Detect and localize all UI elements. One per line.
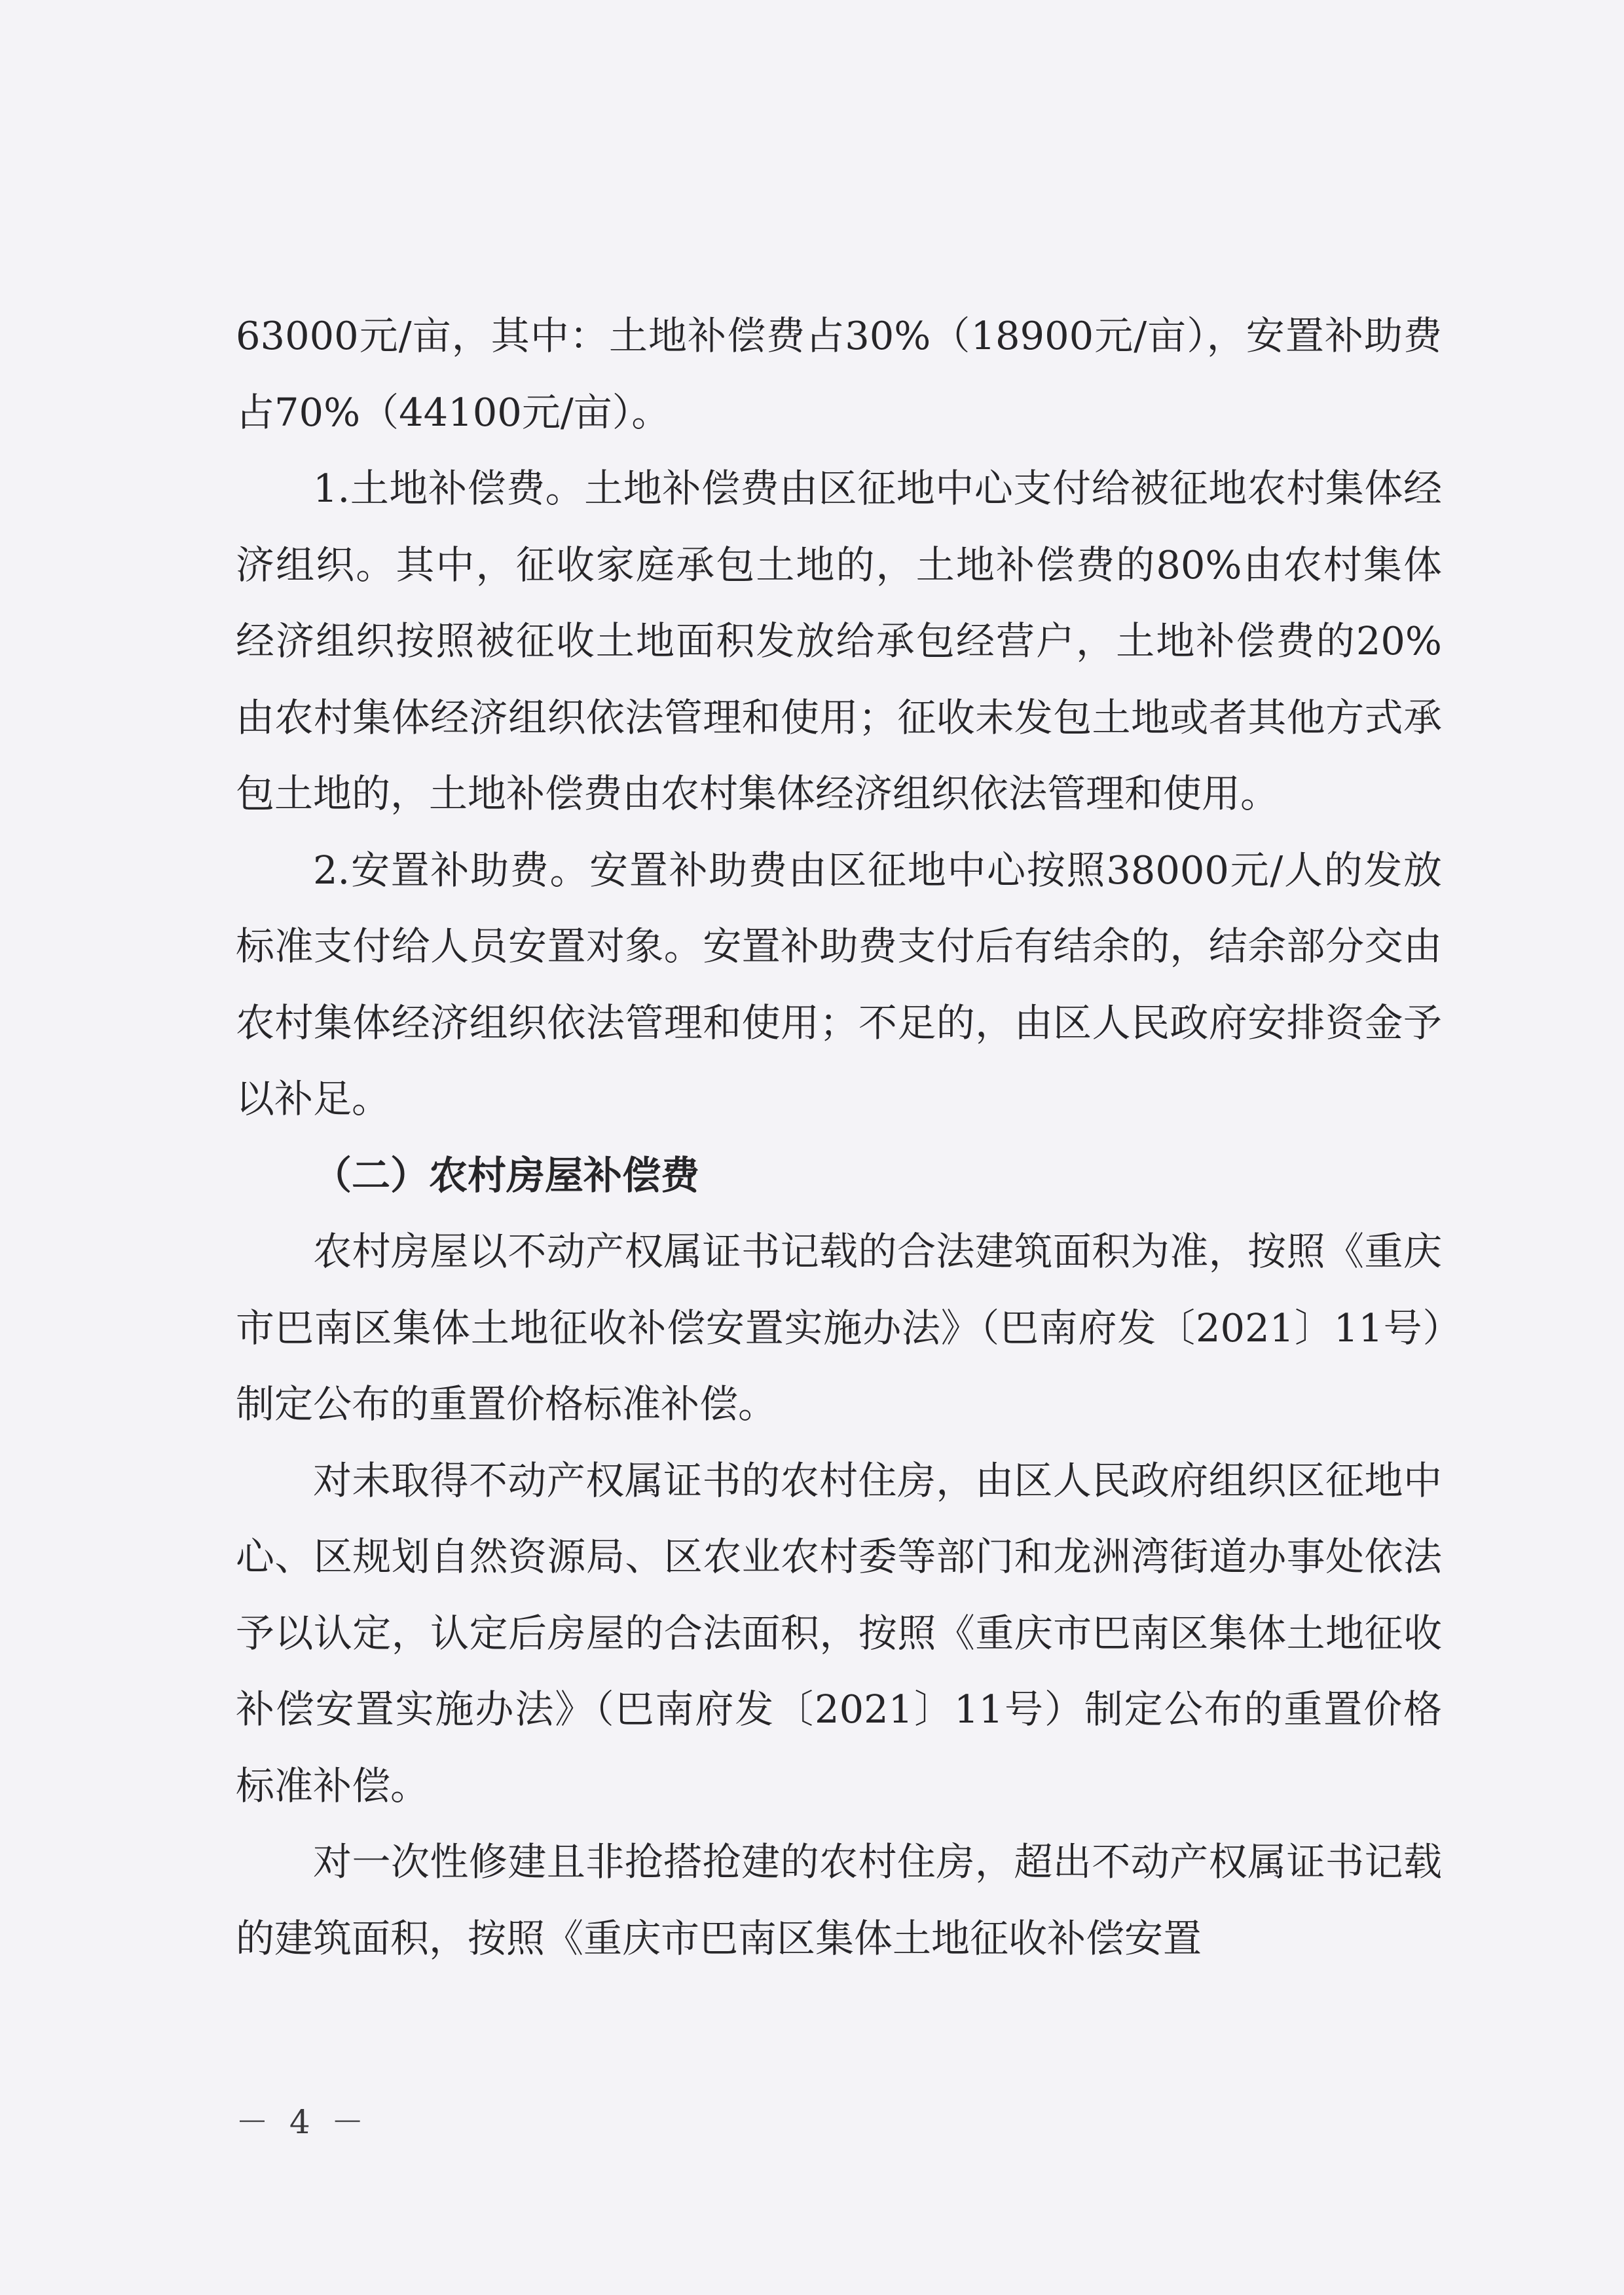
section-heading-rural-housing: （二）农村房屋补偿费 xyxy=(313,1152,700,1198)
paragraph-rural-housing-certified: 农村房屋以不动产权属证书记载的合法建筑面积为准，按照《重庆市巴南区集体土地征收补偿安置实施办法》（巴南府发〔2021〕11号）制定公布的重置价格标准补偿。 xyxy=(236,1229,1442,1427)
paragraph-one-time-construction: 对一次性修建且非抢搭抢建的农村住房，超出不动产权属证书记载的建筑面积，按照《重庆市巴南区集体土地征收补偿安置 xyxy=(236,1839,1442,1961)
paragraph-compensation-standard: 63000元/亩，其中：土地补偿费占30%（18900元/亩），安置补助费占70%（44100元/亩）。 xyxy=(236,313,1442,435)
paragraph-rural-housing-uncertified: 对未取得不动产权属证书的农村住房，由区人民政府组织区征地中心、区规划自然资源局、区农业农村委等部门和龙洲湾街道办事处依法予以认定，认定后房屋的合法面积，按照《重庆市巴南区集体土地征收补偿安置实施办法》（巴南府发〔2021〕11号）制定公布的重置价格标准补偿。 xyxy=(236,1457,1442,1808)
document-body xyxy=(236,298,1442,1977)
paragraph-land-compensation: 1.土地补偿费。土地补偿费由区征地中心支付给被征地农村集体经济组织。其中，征收家庭承包土地的，土地补偿费的80%由农村集体经济组织按照被征收土地面积发放给承包经营户，土地补偿费的20%由农村集体经济组织依法管理和使用；征收未发包土地或者其他方式承包土地的，土地补偿费由农村集体经济组织依法管理和使用。 xyxy=(236,466,1442,816)
paragraph-resettlement-subsidy: 2.安置补助费。安置补助费由区征地中心按照38000元/人的发放标准支付给人员安置对象。安置补助费支付后有结余的，结余部分交由农村集体经济组织依法管理和使用；不足的，由区人民政府安排资金予以补足。 xyxy=(236,847,1442,1121)
page-number: － 4 － xyxy=(236,2103,369,2141)
